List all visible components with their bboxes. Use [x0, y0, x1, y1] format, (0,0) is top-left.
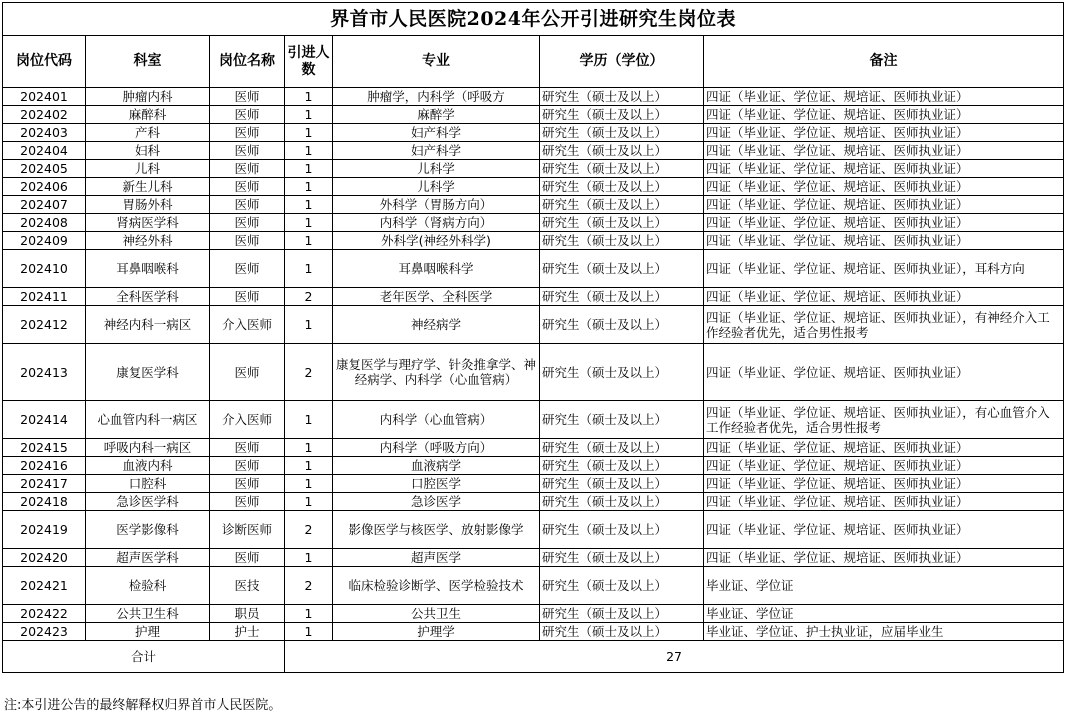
- cell-major: 肿瘤学，内科学（呼吸方: [333, 88, 540, 106]
- cell-position: 医师: [210, 344, 285, 401]
- cell-dept: 耳鼻咽喉科: [86, 250, 210, 288]
- cell-remarks: 四证（毕业证、学位证、规培证、医师执业证）: [704, 232, 1064, 250]
- cell-code: 202412: [3, 306, 86, 344]
- recruitment-table: [2, 2, 1064, 673]
- cell-degree: 研究生（硕士及以上）: [540, 439, 704, 457]
- cell-position: 护士: [210, 623, 285, 641]
- table-row: [3, 401, 1064, 439]
- cell-major: 公共卫生: [333, 605, 540, 623]
- cell-remarks: 四证（毕业证、学位证、规培证、医师执业证）: [704, 124, 1064, 142]
- cell-count: 1: [285, 549, 333, 567]
- cell-position: 职员: [210, 605, 285, 623]
- cell-major: 超声医学: [333, 549, 540, 567]
- cell-code: 202415: [3, 439, 86, 457]
- table-row: [3, 493, 1064, 511]
- cell-dept: 妇科: [86, 142, 210, 160]
- footnote: 注:本引进公告的最终解释权归界首市人民医院。: [4, 698, 282, 713]
- cell-degree: 研究生（硕士及以上）: [540, 344, 704, 401]
- cell-position: 医师: [210, 475, 285, 493]
- cell-code: 202411: [3, 288, 86, 306]
- cell-remarks: 四证（毕业证、学位证、规培证、医师执业证），有心血管介入工作经验者优先，适合男性报考: [704, 401, 1064, 439]
- cell-dept: 心血管内科一病区: [86, 401, 210, 439]
- cell-position: 医师: [210, 439, 285, 457]
- table-row: [3, 214, 1064, 232]
- cell-major: 妇产科学: [333, 124, 540, 142]
- cell-dept: 麻醉科: [86, 106, 210, 124]
- cell-position: 医师: [210, 250, 285, 288]
- table-row: [3, 623, 1064, 641]
- cell-code: 202420: [3, 549, 86, 567]
- cell-degree: 研究生（硕士及以上）: [540, 178, 704, 196]
- table-row: [3, 288, 1064, 306]
- cell-major: 外科学（胃肠方向）: [333, 196, 540, 214]
- cell-dept: 公共卫生科: [86, 605, 210, 623]
- cell-major: 临床检验诊断学、医学检验技术: [333, 567, 540, 605]
- cell-major: 护理学: [333, 623, 540, 641]
- table-row: [3, 196, 1064, 214]
- cell-major: 儿科学: [333, 178, 540, 196]
- cell-count: 2: [285, 511, 333, 549]
- cell-count: 1: [285, 196, 333, 214]
- cell-degree: 研究生（硕士及以上）: [540, 88, 704, 106]
- cell-count: 1: [285, 605, 333, 623]
- cell-remarks: 四证（毕业证、学位证、规培证、医师执业证）: [704, 344, 1064, 401]
- cell-count: 1: [285, 493, 333, 511]
- cell-position: 介入医师: [210, 306, 285, 344]
- table-row: [3, 457, 1064, 475]
- cell-position: 医师: [210, 142, 285, 160]
- cell-position: 医师: [210, 457, 285, 475]
- cell-position: 医师: [210, 88, 285, 106]
- cell-major: 麻醉学: [333, 106, 540, 124]
- table-row: [3, 306, 1064, 344]
- cell-count: 1: [285, 214, 333, 232]
- cell-remarks: 四证（毕业证、学位证、规培证、医师执业证）: [704, 493, 1064, 511]
- cell-code: 202413: [3, 344, 86, 401]
- table-row: [3, 549, 1064, 567]
- cell-major: 儿科学: [333, 160, 540, 178]
- cell-position: 医技: [210, 567, 285, 605]
- cell-degree: 研究生（硕士及以上）: [540, 306, 704, 344]
- cell-remarks: 四证（毕业证、学位证、规培证、医师执业证）: [704, 288, 1064, 306]
- cell-degree: 研究生（硕士及以上）: [540, 605, 704, 623]
- header-code: 岗位代码: [3, 36, 86, 88]
- cell-degree: 研究生（硕士及以上）: [540, 142, 704, 160]
- cell-dept: 神经内科一病区: [86, 306, 210, 344]
- cell-code: 202407: [3, 196, 86, 214]
- table-row: [3, 88, 1064, 106]
- cell-count: 2: [285, 288, 333, 306]
- cell-dept: 全科医学科: [86, 288, 210, 306]
- cell-major: 耳鼻咽喉科学: [333, 250, 540, 288]
- cell-position: 医师: [210, 106, 285, 124]
- cell-count: 1: [285, 178, 333, 196]
- cell-code: 202403: [3, 124, 86, 142]
- cell-code: 202422: [3, 605, 86, 623]
- cell-count: 1: [285, 306, 333, 344]
- cell-degree: 研究生（硕士及以上）: [540, 475, 704, 493]
- cell-remarks: 四证（毕业证、学位证、规培证、医师执业证），有神经介入工作经验者优先，适合男性报考: [704, 306, 1064, 344]
- cell-remarks: 四证（毕业证、学位证、规培证、医师执业证）: [704, 511, 1064, 549]
- cell-remarks: 四证（毕业证、学位证、规培证、医师执业证）: [704, 196, 1064, 214]
- cell-position: 医师: [210, 196, 285, 214]
- cell-code: 202417: [3, 475, 86, 493]
- cell-dept: 神经外科: [86, 232, 210, 250]
- cell-remarks: 四证（毕业证、学位证、规培证、医师执业证）: [704, 439, 1064, 457]
- cell-code: 202423: [3, 623, 86, 641]
- cell-code: 202409: [3, 232, 86, 250]
- cell-remarks: 四证（毕业证、学位证、规培证、医师执业证）: [704, 549, 1064, 567]
- cell-dept: 超声医学科: [86, 549, 210, 567]
- table-row: [3, 605, 1064, 623]
- cell-dept: 血液内科: [86, 457, 210, 475]
- cell-count: 1: [285, 475, 333, 493]
- cell-major: 内科学（心血管病）: [333, 401, 540, 439]
- cell-dept: 新生儿科: [86, 178, 210, 196]
- cell-remarks: 四证（毕业证、学位证、规培证、医师执业证）: [704, 106, 1064, 124]
- cell-code: 202406: [3, 178, 86, 196]
- cell-count: 1: [285, 160, 333, 178]
- cell-count: 1: [285, 106, 333, 124]
- cell-dept: 医学影像科: [86, 511, 210, 549]
- header-position: 岗位名称: [210, 36, 285, 88]
- cell-remarks: 四证（毕业证、学位证、规培证、医师执业证）: [704, 214, 1064, 232]
- table-row: [3, 160, 1064, 178]
- cell-major: 神经病学: [333, 306, 540, 344]
- cell-degree: 研究生（硕士及以上）: [540, 106, 704, 124]
- cell-degree: 研究生（硕士及以上）: [540, 493, 704, 511]
- header-dept: 科室: [86, 36, 210, 88]
- cell-degree: 研究生（硕士及以上）: [540, 160, 704, 178]
- cell-position: 医师: [210, 124, 285, 142]
- cell-degree: 研究生（硕士及以上）: [540, 567, 704, 605]
- cell-code: 202414: [3, 401, 86, 439]
- cell-position: 医师: [210, 214, 285, 232]
- cell-code: 202410: [3, 250, 86, 288]
- table-row: [3, 178, 1064, 196]
- cell-remarks: 毕业证、学位证: [704, 567, 1064, 605]
- cell-remarks: 四证（毕业证、学位证、规培证、医师执业证）: [704, 88, 1064, 106]
- cell-major: 内科学（肾病方向）: [333, 214, 540, 232]
- cell-dept: 儿科: [86, 160, 210, 178]
- cell-degree: 研究生（硕士及以上）: [540, 511, 704, 549]
- cell-major: 影像医学与核医学、放射影像学: [333, 511, 540, 549]
- table-body: [3, 88, 1064, 641]
- cell-code: 202418: [3, 493, 86, 511]
- cell-code: 202404: [3, 142, 86, 160]
- table-row: [3, 124, 1064, 142]
- cell-code: 202405: [3, 160, 86, 178]
- cell-remarks: 四证（毕业证、学位证、规培证、医师执业证）: [704, 475, 1064, 493]
- cell-major: 口腔医学: [333, 475, 540, 493]
- cell-remarks: 四证（毕业证、学位证、规培证、医师执业证）: [704, 178, 1064, 196]
- cell-degree: 研究生（硕士及以上）: [540, 214, 704, 232]
- cell-code: 202416: [3, 457, 86, 475]
- cell-dept: 急诊医学科: [86, 493, 210, 511]
- cell-degree: 研究生（硕士及以上）: [540, 457, 704, 475]
- cell-count: 1: [285, 457, 333, 475]
- cell-major: 急诊医学: [333, 493, 540, 511]
- table-row: [3, 106, 1064, 124]
- cell-count: 1: [285, 250, 333, 288]
- total-row: [3, 641, 1064, 673]
- cell-count: 2: [285, 344, 333, 401]
- cell-count: 2: [285, 567, 333, 605]
- cell-dept: 检验科: [86, 567, 210, 605]
- header-row: [3, 36, 1064, 88]
- cell-degree: 研究生（硕士及以上）: [540, 196, 704, 214]
- cell-major: 外科学(神经外科学): [333, 232, 540, 250]
- cell-major: 康复医学与理疗学、针灸推拿学、神经病学、内科学（心血管病）: [333, 344, 540, 401]
- total-value: 27: [285, 641, 1064, 673]
- cell-remarks: 四证（毕业证、学位证、规培证、医师执业证）: [704, 160, 1064, 178]
- table-row: [3, 250, 1064, 288]
- table-title: 界首市人民医院2024年公开引进研究生岗位表: [3, 3, 1064, 36]
- cell-position: 医师: [210, 232, 285, 250]
- header-degree: 学历（学位）: [540, 36, 704, 88]
- cell-dept: 肿瘤内科: [86, 88, 210, 106]
- cell-position: 医师: [210, 549, 285, 567]
- cell-count: 1: [285, 88, 333, 106]
- cell-count: 1: [285, 232, 333, 250]
- cell-degree: 研究生（硕士及以上）: [540, 288, 704, 306]
- cell-dept: 产科: [86, 124, 210, 142]
- cell-remarks: 毕业证、学位证: [704, 605, 1064, 623]
- cell-code: 202402: [3, 106, 86, 124]
- cell-position: 诊断医师: [210, 511, 285, 549]
- cell-position: 医师: [210, 288, 285, 306]
- total-label: 合计: [3, 641, 285, 673]
- cell-count: 1: [285, 623, 333, 641]
- cell-remarks: 毕业证、学位证、护士执业证，应届毕业生: [704, 623, 1064, 641]
- cell-count: 1: [285, 439, 333, 457]
- cell-position: 医师: [210, 178, 285, 196]
- cell-code: 202419: [3, 511, 86, 549]
- cell-code: 202401: [3, 88, 86, 106]
- cell-position: 介入医师: [210, 401, 285, 439]
- cell-remarks: 四证（毕业证、学位证、规培证、医师执业证）: [704, 142, 1064, 160]
- cell-count: 1: [285, 401, 333, 439]
- cell-degree: 研究生（硕士及以上）: [540, 250, 704, 288]
- cell-dept: 护理: [86, 623, 210, 641]
- cell-dept: 口腔科: [86, 475, 210, 493]
- recruitment-table-sheet: [2, 2, 1063, 673]
- header-remarks: 备注: [704, 36, 1064, 88]
- cell-position: 医师: [210, 493, 285, 511]
- cell-degree: 研究生（硕士及以上）: [540, 124, 704, 142]
- cell-degree: 研究生（硕士及以上）: [540, 401, 704, 439]
- table-row: [3, 344, 1064, 401]
- cell-code: 202421: [3, 567, 86, 605]
- table-row: [3, 232, 1064, 250]
- cell-degree: 研究生（硕士及以上）: [540, 232, 704, 250]
- cell-major: 老年医学、全科医学: [333, 288, 540, 306]
- cell-major: 妇产科学: [333, 142, 540, 160]
- cell-dept: 肾病医学科: [86, 214, 210, 232]
- cell-code: 202408: [3, 214, 86, 232]
- cell-major: 血液病学: [333, 457, 540, 475]
- header-count: 引进人数: [285, 36, 333, 88]
- cell-dept: 胃肠外科: [86, 196, 210, 214]
- cell-remarks: 四证（毕业证、学位证、规培证、医师执业证）: [704, 457, 1064, 475]
- cell-position: 医师: [210, 160, 285, 178]
- cell-degree: 研究生（硕士及以上）: [540, 623, 704, 641]
- cell-count: 1: [285, 124, 333, 142]
- table-row: [3, 142, 1064, 160]
- cell-remarks: 四证（毕业证、学位证、规培证、医师执业证），耳科方向: [704, 250, 1064, 288]
- table-row: [3, 567, 1064, 605]
- cell-degree: 研究生（硕士及以上）: [540, 549, 704, 567]
- table-row: [3, 511, 1064, 549]
- header-major: 专业: [333, 36, 540, 88]
- cell-major: 内科学（呼吸方向）: [333, 439, 540, 457]
- table-row: [3, 439, 1064, 457]
- cell-count: 1: [285, 142, 333, 160]
- cell-dept: 呼吸内科一病区: [86, 439, 210, 457]
- table-row: [3, 475, 1064, 493]
- cell-dept: 康复医学科: [86, 344, 210, 401]
